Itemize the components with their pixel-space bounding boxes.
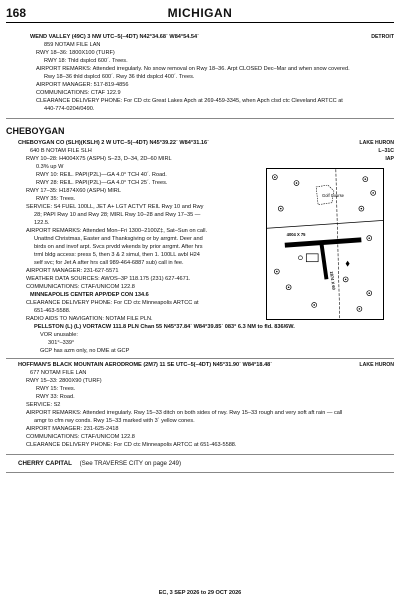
cheboygan-vortac: PELLSTON (L) (L) VORTACW 111.8 PLN Chan 55 N45°37.84´ W84°39.85´ 083° 6.3 NM to fld. 836/6W. — [34, 324, 295, 330]
cheboygan-vor-unusable: VOR unusable: — [40, 332, 78, 338]
cheboygan-comm: COMMUNICATIONS: CTAF/UNICOM 122.8 — [26, 284, 135, 290]
hoffman-service: SERVICE: S2 — [26, 402, 61, 408]
cheboygan-remarks-cont1: Unattnd Christmas, Easter and Thanksgiving or by arrgmt. Deer and — [34, 236, 203, 242]
wend-valley-remarks-cont: Rwy 18–36 thld dsplcd 600´. Rwy 36 thld dsplcd 400´. Trees. — [44, 74, 195, 80]
hoffman-rwy: RWY 15–33: 2800X90 (TURF) — [26, 378, 102, 384]
separator — [6, 118, 394, 119]
airport-diagram-svg — [267, 169, 383, 319]
hoffman-rwy33: RWY 33: Road. — [36, 394, 75, 400]
hoffman-comm: COMMUNICATIONS: CTAF/UNICOM 122.8 — [26, 434, 135, 440]
wend-valley-name: WEND VALLEY (49C) 3 NW UTC–5(–4DT) N42°34.68´ W84°54.54´ — [30, 34, 200, 40]
page-footer: EC, 3 SEP 2026 to 29 OCT 2026 — [158, 590, 242, 596]
cheboygan-gcp: GCP has azm only, no DME at GCP — [40, 348, 130, 354]
wend-valley-region: DETROIT — [371, 34, 394, 40]
cheboygan-service: SERVICE: S4 FUEL 100LL, JET A+ LGT ACTVT REIL Rwy 10 and Rwy — [26, 204, 204, 210]
wend-valley-rwy: RWY 18–36: 1800X100 (TURF) — [36, 50, 115, 56]
cheboygan-manager: AIRPORT MANAGER: 231-627-5571 — [26, 268, 119, 274]
cheboygan-vor-sector: 301°–339° — [48, 340, 75, 346]
cheboygan-rwy-10-28: RWY 10–28: H4004X75 (ASPH) S–23, D–34, 2D–60 MIRL — [26, 156, 172, 162]
cheboygan-region: LAKE HURON — [359, 140, 394, 146]
cheboygan-navaids: RADIO AIDS TO NAVIGATION: NOTAM FILE PLN. — [26, 316, 153, 322]
wend-valley-manager: AIRPORT MANAGER: 517-819-4856 — [36, 82, 129, 88]
beacon-icon — [346, 261, 350, 267]
runway-dimension-label: 4004 X 75 — [286, 232, 306, 238]
cheboygan-rwy-17-35: RWY 17–35: H1874X60 (ASPH) MIRL — [26, 188, 121, 194]
separator — [6, 358, 394, 359]
cheboygan-chart-ref: L–31C — [378, 148, 394, 154]
wend-valley-clearance: CLEARANCE DELIVERY PHONE: For CD ctc Great Lakes Apch at 269-459-3345, when Apch clsd ctc Cleveland ARTCC at — [36, 98, 343, 104]
wend-valley-remarks: AIRPORT REMARKS: Attended irregularly. No snow removal on Rwy 18–36. Arpt CLOSED Dec–Mar and when snow covered. — [36, 66, 350, 72]
wind-cone-icon — [298, 256, 302, 260]
separator — [6, 472, 394, 473]
road — [267, 220, 383, 228]
separator — [6, 454, 394, 455]
cherry-capital-entry — [18, 460, 181, 468]
cheboygan-clearance-cont: 651-463-5588. — [34, 308, 71, 314]
hoffman-elev: 677 NOTAM FILE LAN — [30, 370, 87, 376]
cheboygan-rwy28: RWY 28: REIL. PAPI(P2L)—GA 4.0° TCH 25´. Trees. — [36, 180, 168, 186]
city-heading-cheboygan: CHEBOYGAN — [6, 126, 65, 136]
state-title: MICHIGAN — [167, 6, 233, 20]
cheboygan-remarks-cont2: birds on and invof arpt. Svcs prvdd wkends by prior arrgmt. After hrs — [34, 244, 203, 250]
cherry-capital-name: CHERRY CAPITAL — [18, 460, 72, 467]
cheboygan-clearance: CLEARANCE DELIVERY PHONE: For CD ctc Minneapolis ARTCC at — [26, 300, 199, 306]
cherry-capital-ref: (See TRAVERSE CITY on page 249) — [79, 460, 182, 467]
hoffman-manager: AIRPORT MANAGER: 231-625-2418 — [26, 426, 119, 432]
hoffman-region: LAKE HURON — [359, 362, 394, 368]
cheboygan-remarks: AIRPORT REMARKS: Attended Mon–Fri 1300–2100Z‡, Sat–Sun on call. — [26, 228, 208, 234]
cheboygan-weather: WEATHER DATA SOURCES: AWOS–3P 118.175 (231) 627-4671. — [26, 276, 191, 282]
hoffman-remarks: AIRPORT REMARKS: Attended irregularly. Rwy 15–33 ditch on both sides of rwy. Rwy 15–33 rough and very soft aft rain — call — [26, 410, 343, 416]
hoffman-remarks-cont: amgr to cfm rwy conds. Rwy 15–33 marked with 3´ yellow cones. — [34, 418, 195, 424]
wend-valley-clearance-cont: 440-774-0204/0490. — [44, 106, 95, 112]
runway-17-35 — [320, 244, 329, 280]
cheboygan-service-cont1: 28; PAPI Rwy 10 and Rwy 28; MIRL Rwy 10–28 and Rwy 17–35 — — [34, 212, 201, 218]
golf-course-label: Golf Course — [322, 192, 344, 198]
hoffman-clearance: CLEARANCE DELIVERY PHONE: For CD ctc Minneapolis ARTCC at 651-463-5588. — [26, 442, 237, 448]
cheboygan-remarks-cont4: self svc; for Jet A after hrs call 989-464-6887 sub) call in fee. — [34, 260, 184, 266]
hoffman-name: HOFFMAN'S BLACK MOUNTAIN AERODROME (2M7) 11 SE UTC–5(–4DT) N45°31.90´ W84°18.48´ — [18, 362, 273, 368]
cheboygan-name: CHEBOYGAN CO (SLH)(KSLH) 2 W UTC–5(–4DT) N45°39.22´ W84°31.16´ — [18, 140, 209, 146]
cheboygan-service-cont2: 122.5. — [34, 220, 50, 226]
cheboygan-iap: IAP — [385, 156, 394, 162]
page-header — [6, 6, 394, 22]
cheboygan-remarks-cont3: trml bldg access: press 5, then 3 & 2 simul, then 1. 100LL avbl H24 — [34, 252, 200, 258]
hoffman-rwy15: RWY 15: Trees. — [36, 386, 76, 392]
cheboygan-rwy10: RWY 10: REIL. PAPI(P2L)—GA 4.0° TCH 40´. Road. — [36, 172, 167, 178]
cheboygan-rwy-10-28-slope: 0.3% up W — [36, 164, 64, 170]
apron — [306, 254, 318, 262]
runway-17-35-dimension-label: 1874 X 60 — [328, 270, 337, 291]
wend-valley-elev: 859 NOTAM FILE LAN — [44, 42, 101, 48]
wend-valley-rwy18: RWY 18: Thld dsplcd 600´. Trees. — [44, 58, 128, 64]
cheboygan-rwy35: RWY 35: Trees. — [36, 196, 76, 202]
wend-valley-comm: COMMUNICATIONS: CTAF 122.9 — [36, 90, 121, 96]
airport-diagram — [266, 168, 384, 320]
page-number: 168 — [6, 6, 27, 20]
header-rule — [6, 22, 394, 23]
cheboygan-elev: 640 B NOTAM FILE SLH — [30, 148, 92, 154]
cheboygan-approach: MINNEAPOLIS CENTER APP/DEP CON 134.6 — [30, 292, 149, 298]
